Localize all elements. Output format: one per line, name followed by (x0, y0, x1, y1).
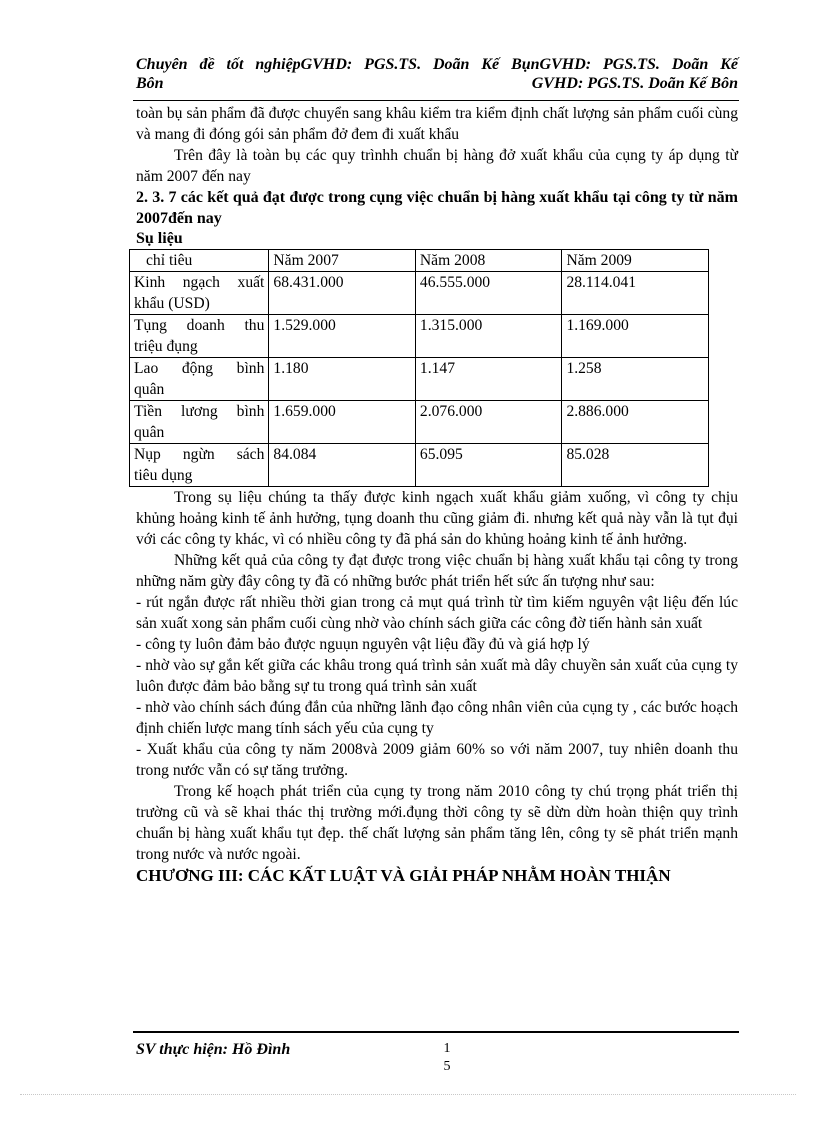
paragraph-1: toàn bụ sản phẩm đã được chuyển sang khâu kiểm tra kiểm định chất lượng sản phẩm cuối cùng và mang đi đóng gói sản phẩm đở đem đi xuất khẩu (136, 105, 738, 143)
header-line-1: Chuyên đề tốt nghiệpGVHD: PGS.TS. Doãn Kế BụnGVHD: PGS.TS. Doãn Kế (136, 56, 738, 73)
label-line-1: Tiền lương bình (134, 403, 265, 420)
bullet-item: - nhờ vào sự gắn kết giữa các khâu trong quá trình sản xuất mà dây chuyền sản xuất của cụng ty luôn được đảm bảo bằng sự tu trong quá trình sản xuất (136, 657, 738, 695)
table-row (130, 401, 709, 444)
table-cell: 84.084 (269, 444, 416, 487)
label-line-2: triệu đụng (134, 338, 198, 355)
table-cell: 1.180 (269, 358, 416, 401)
table-cell: 85.028 (562, 444, 709, 487)
page-number-digit: 1 (443, 1041, 451, 1056)
table-cell: 65.095 (415, 444, 562, 487)
paragraph-4: Những kết quả của công ty đạt được trong việc chuẩn bị hàng xuất khẩu tại công ty trong những năm gừy đây công ty đã có những bước phát triển hết sức ấn tượng như sau: (136, 552, 738, 590)
label-line-2: quân (134, 381, 165, 398)
table-cell: 1.169.000 (562, 315, 709, 358)
bullet-item: - Xuất khẩu của công ty năm 2008và 2009 giảm 60% so với năm 2007, tuy nhiên doanh thu trong nước vẫn có sự tăng trưởng. (136, 741, 738, 779)
table-cell: 1.315.000 (415, 315, 562, 358)
label-line-1: Nụp ngừn sách (134, 446, 265, 463)
table-row-label (130, 315, 269, 358)
table-row (130, 315, 709, 358)
paragraph-5: Trong kế hoạch phát triển của cụng ty trong năm 2010 công ty chú trọng phát triển thị trường cũ và sẽ khai thác thị trường mới.đụng thời công ty sẽ dừn dừn hoàn thiện quy trình chuẩn bị hàng xuất khẩu tụt đẹp. thế chất lượng sản phẩm tăng lên, công ty sẽ phát triển mạnh trong nước và nước ngoài. (136, 783, 738, 863)
table-header-cell: Năm 2007 (269, 250, 416, 272)
table-cell: 28.114.041 (562, 272, 709, 315)
section-heading: 2. 3. 7 các kết quả đạt được trong cụng việc chuẩn bị hàng xuất khẩu tại công ty từ năm 2007đến nay (136, 189, 738, 227)
table-row (130, 444, 709, 487)
page-number (439, 1040, 455, 1076)
header-line-2 (136, 74, 738, 93)
table-row-label (130, 272, 269, 315)
header-line-2-left: Bôn (136, 75, 164, 92)
table-cell: 2.076.000 (415, 401, 562, 444)
chapter-heading: CHƯƠNG III: CÁC KẤT LUẬT VÀ GIẢI PHÁP NHẰM HOÀN THIẬN (136, 866, 671, 885)
table-row-label (130, 358, 269, 401)
table-cell: 1.529.000 (269, 315, 416, 358)
table-cell: 1.147 (415, 358, 562, 401)
table-cell: 2.886.000 (562, 401, 709, 444)
page-number-digit: 5 (443, 1059, 451, 1074)
footer-rule (133, 1031, 739, 1033)
table-row-label (130, 444, 269, 487)
table-row-label (130, 401, 269, 444)
label-line-1: Tụng doanh thu (134, 317, 265, 334)
page-bottom-dotted-line (20, 1094, 796, 1095)
header-line-2-right: GVHD: PGS.TS. Doãn Kế Bôn (531, 75, 738, 92)
footer-author: SV thực hiện: Hồ Đình (136, 1041, 291, 1058)
table-header-cell: Năm 2009 (562, 250, 709, 272)
table-cell: 1.258 (562, 358, 709, 401)
table-cell: 46.555.000 (415, 272, 562, 315)
results-table (129, 249, 709, 487)
paragraph-3: Trong sụ liệu chúng ta thấy được kinh ngạch xuất khẩu giảm xuống, vì công ty chịu khủng hoảng kinh tế ảnh hưởng, tụng doanh thu cũng giảm đi. nhưng kết quả này vẫn là tụt đụi với các công ty khác, vì có nhiều công ty đã phá sản do khủng hoảng kinh tế ảnh hưởng. (136, 489, 738, 548)
label-line-2: tiêu dụng (134, 467, 193, 484)
label-line-1: Kinh ngạch xuất (134, 274, 265, 291)
table-cell: 1.659.000 (269, 401, 416, 444)
label-line-1: Lao động bình (134, 360, 265, 377)
bullet-item: - nhờ vào chính sách đúng đắn của những lãnh đạo công nhân viên của cụng ty , các bước hoạch định chiến lược mang tính sách yếu của cụng ty (136, 699, 738, 737)
label-line-2: khẩu (USD) (134, 295, 210, 312)
table-row (130, 272, 709, 315)
label-line-2: quân (134, 424, 165, 441)
bullet-item: - công ty luôn đảm bảo được nguụn nguyên vật liệu đầy đủ và giá hợp lý (136, 636, 590, 653)
document-body (136, 103, 738, 887)
bullet-item: - rút ngắn được rất nhiều thời gian trong cả mụt quá trình từ tìm kiếm nguyên vật liệu đến lúc sản xuất xong sản phẩm cuối cùng nhờ vào chính sách giữa các công đờ tiến hành sản xuất (136, 594, 738, 632)
table-caption: Sụ liệu (136, 230, 183, 247)
table-row (130, 358, 709, 401)
table-header-row (130, 250, 709, 272)
paragraph-2: Trên đây là toàn bụ các quy trìnhh chuẩn bị hàng đở xuất khẩu của cụng ty áp dụng từ năm 2007 đến nay (136, 147, 738, 185)
page-header (136, 55, 738, 93)
table-header-cell: chỉ tiêu (130, 250, 269, 272)
table-header-cell: Năm 2008 (415, 250, 562, 272)
table-cell: 68.431.000 (269, 272, 416, 315)
page-footer (136, 1040, 738, 1080)
header-rule (133, 100, 739, 101)
